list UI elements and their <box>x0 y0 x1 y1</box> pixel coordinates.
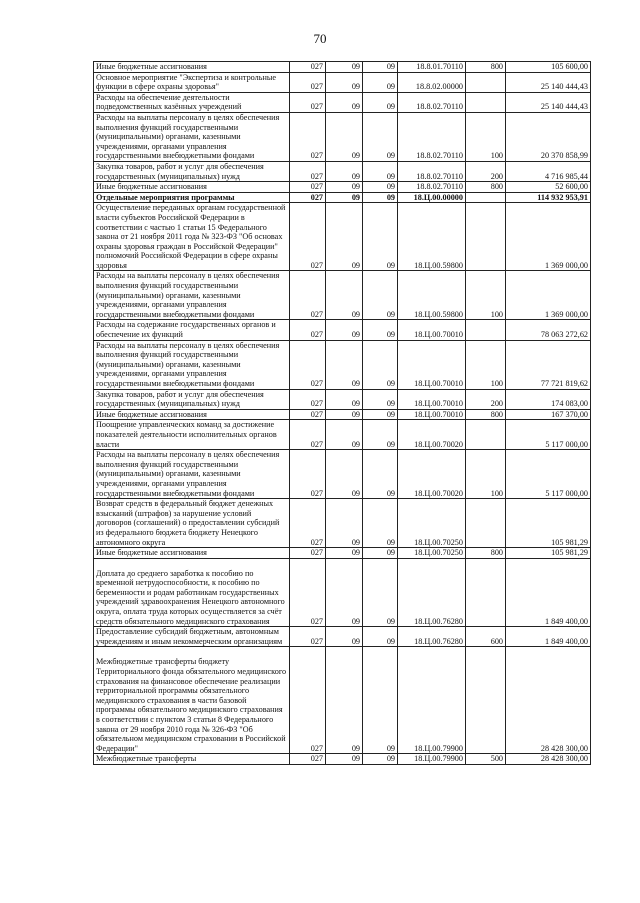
row-gr-cell: 027 <box>290 92 326 112</box>
row-rz-cell: 09 <box>326 548 363 559</box>
row-pr-cell: 09 <box>363 182 398 193</box>
row-pr-cell: 09 <box>363 450 398 499</box>
row-pr-cell: 09 <box>363 420 398 450</box>
row-name-cell: Расходы на выплаты персоналу в целях обеспечения выполнения функций государственными (муниципальными) органами, казенными учреждениями, органами управления государственными внебюджетными фондами <box>94 112 290 161</box>
row-rz-cell: 09 <box>326 161 363 181</box>
row-name-cell: Возврат средств в федеральный бюджет денежных взысканий (штрафов) за нарушение условий договоров (соглашений) о предоставлении субсидий из федерального бюджета бюджету Ненецкого автономного округа <box>94 499 290 548</box>
table-row <box>94 203 591 271</box>
row-rz-cell: 09 <box>326 558 363 627</box>
row-vr-cell: 800 <box>466 62 506 73</box>
table-row <box>94 754 591 765</box>
row-rz-cell: 09 <box>326 112 363 161</box>
row-gr-cell: 027 <box>290 62 326 73</box>
row-pr-cell: 09 <box>363 647 398 754</box>
table-row <box>94 271 591 320</box>
row-vr-cell: 100 <box>466 271 506 320</box>
table-row <box>94 182 591 193</box>
row-gr-cell: 027 <box>290 192 326 203</box>
row-amount-cell: 105 600,00 <box>506 62 591 73</box>
row-rz-cell: 09 <box>326 420 363 450</box>
row-amount-cell: 5 117 000,00 <box>506 420 591 450</box>
table-row <box>94 340 591 389</box>
row-amount-cell: 167 370,00 <box>506 409 591 420</box>
table-row <box>94 558 591 627</box>
row-pr-cell: 09 <box>363 340 398 389</box>
row-vr-cell: 800 <box>466 409 506 420</box>
row-gr-cell: 027 <box>290 320 326 340</box>
row-amount-cell: 1 849 400,00 <box>506 558 591 627</box>
row-code-cell: 18.8.02.70110 <box>398 92 466 112</box>
row-gr-cell: 027 <box>290 112 326 161</box>
row-name-cell: Закупка товаров, работ и услуг для обеспечения государственных (муниципальных) нужд <box>94 389 290 409</box>
row-rz-cell: 09 <box>326 271 363 320</box>
budget-table <box>93 61 591 765</box>
row-amount-cell: 77 721 819,62 <box>506 340 591 389</box>
row-name-cell: Расходы на обеспечение деятельности подведомственных казённых учреждений <box>94 92 290 112</box>
row-gr-cell: 027 <box>290 558 326 627</box>
table-row <box>94 647 591 754</box>
row-code-cell: 18.Ц.00.70020 <box>398 450 466 499</box>
row-rz-cell: 09 <box>326 320 363 340</box>
row-amount-cell: 20 370 858,99 <box>506 112 591 161</box>
row-pr-cell: 09 <box>363 112 398 161</box>
row-amount-cell: 5 117 000,00 <box>506 450 591 499</box>
row-code-cell: 18.8.02.70110 <box>398 182 466 193</box>
row-amount-cell: 28 428 300,00 <box>506 647 591 754</box>
row-name-cell: Межбюджетные трансферты бюджету Территориального фонда обязательного медицинского страхования на финансовое обеспечение реализации территориальной программы обязательного медицинского страхования в части базовой программы обязательного медицинского страхования в соответствии с пунктом 3 статьи 8 Федерального закона от 29 ноября 2010 года № 326-ФЗ "Об обязательном медицинском страховании в Российской Федерации" <box>94 647 290 754</box>
row-amount-cell: 52 600,00 <box>506 182 591 193</box>
row-pr-cell: 09 <box>363 320 398 340</box>
row-name-cell: Расходы на выплаты персоналу в целях обеспечения выполнения функций государственными (муниципальными) органами, казенными учреждениями, органами управления государственными внебюджетными фондами <box>94 271 290 320</box>
table-row <box>94 112 591 161</box>
page-number: 70 <box>313 31 327 46</box>
row-vr-cell: 100 <box>466 450 506 499</box>
row-gr-cell: 027 <box>290 271 326 320</box>
row-pr-cell: 09 <box>363 92 398 112</box>
row-rz-cell: 09 <box>326 92 363 112</box>
row-name-cell: Межбюджетные трансферты <box>94 754 290 765</box>
row-amount-cell: 1 369 000,00 <box>506 271 591 320</box>
table-row <box>94 548 591 559</box>
row-amount-cell: 1 849 400,00 <box>506 627 591 647</box>
row-rz-cell: 09 <box>326 203 363 271</box>
row-code-cell: 18.Ц.00.79900 <box>398 754 466 765</box>
row-code-cell: 18.Ц.00.70010 <box>398 320 466 340</box>
row-name-cell: Осуществление переданных органам государственной власти субъектов Российской Федерации в соответствии с частью 1 статьи 15 Федерального закона от 21 ноября 2011 года № 323-ФЗ "Об основах охраны здоровья граждан в Российской Федерации" полномочий Российской Федерации в сфере охраны здоровья <box>94 203 290 271</box>
row-code-cell: 18.Ц.00.70010 <box>398 340 466 389</box>
row-gr-cell: 027 <box>290 627 326 647</box>
row-vr-cell <box>466 92 506 112</box>
row-vr-cell: 100 <box>466 112 506 161</box>
row-gr-cell: 027 <box>290 389 326 409</box>
row-code-cell: 18.Ц.00.79900 <box>398 647 466 754</box>
row-vr-cell <box>466 647 506 754</box>
row-vr-cell: 800 <box>466 182 506 193</box>
row-pr-cell: 09 <box>363 161 398 181</box>
row-amount-cell: 25 140 444,43 <box>506 72 591 92</box>
table-row <box>94 62 591 73</box>
row-code-cell: 18.Ц.00.70020 <box>398 420 466 450</box>
table-row <box>94 161 591 181</box>
row-vr-cell: 800 <box>466 548 506 559</box>
row-code-cell: 18.8.02.70110 <box>398 161 466 181</box>
row-pr-cell: 09 <box>363 271 398 320</box>
row-pr-cell: 09 <box>363 192 398 203</box>
row-name-cell: Поощрение управленческих команд за достижение показателей деятельности исполнительных органов власти <box>94 420 290 450</box>
row-vr-cell <box>466 320 506 340</box>
row-vr-cell <box>466 499 506 548</box>
row-amount-cell: 28 428 300,00 <box>506 754 591 765</box>
row-vr-cell <box>466 558 506 627</box>
row-vr-cell <box>466 192 506 203</box>
row-code-cell: 18.Ц.00.76280 <box>398 558 466 627</box>
row-gr-cell: 027 <box>290 647 326 754</box>
row-code-cell: 18.8.02.00000 <box>398 72 466 92</box>
row-rz-cell: 09 <box>326 627 363 647</box>
row-vr-cell: 200 <box>466 389 506 409</box>
table-row <box>94 389 591 409</box>
row-code-cell: 18.8.02.70110 <box>398 112 466 161</box>
row-pr-cell: 09 <box>363 754 398 765</box>
row-name-cell: Расходы на выплаты персоналу в целях обеспечения выполнения функций государственными (муниципальными) органами, казенными учреждениями, органами управления государственными внебюджетными фондами <box>94 340 290 389</box>
row-rz-cell: 09 <box>326 62 363 73</box>
table-row <box>94 320 591 340</box>
row-name-cell: Иные бюджетные ассигнования <box>94 182 290 193</box>
row-name-cell: Иные бюджетные ассигнования <box>94 62 290 73</box>
row-amount-cell: 105 981,29 <box>506 548 591 559</box>
row-pr-cell: 09 <box>363 627 398 647</box>
row-gr-cell: 027 <box>290 548 326 559</box>
row-name-cell: Отдельные мероприятия программы <box>94 192 290 203</box>
row-vr-cell <box>466 72 506 92</box>
row-gr-cell: 027 <box>290 754 326 765</box>
row-pr-cell: 09 <box>363 72 398 92</box>
row-gr-cell: 027 <box>290 450 326 499</box>
row-gr-cell: 027 <box>290 499 326 548</box>
row-vr-cell: 200 <box>466 161 506 181</box>
row-gr-cell: 027 <box>290 72 326 92</box>
row-gr-cell: 027 <box>290 203 326 271</box>
table-row <box>94 192 591 203</box>
row-amount-cell: 114 932 953,91 <box>506 192 591 203</box>
row-gr-cell: 027 <box>290 409 326 420</box>
table-row <box>94 627 591 647</box>
row-amount-cell: 174 083,00 <box>506 389 591 409</box>
row-code-cell: 18.8.01.70110 <box>398 62 466 73</box>
row-amount-cell: 78 063 272,62 <box>506 320 591 340</box>
row-rz-cell: 09 <box>326 72 363 92</box>
row-gr-cell: 027 <box>290 182 326 193</box>
row-code-cell: 18.Ц.00.76280 <box>398 627 466 647</box>
row-code-cell: 18.Ц.00.59800 <box>398 271 466 320</box>
row-vr-cell <box>466 203 506 271</box>
row-code-cell: 18.Ц.00.70010 <box>398 389 466 409</box>
row-name-cell: Расходы на содержание государственных органов и обеспечение их функций <box>94 320 290 340</box>
row-pr-cell: 09 <box>363 62 398 73</box>
row-rz-cell: 09 <box>326 192 363 203</box>
row-name-cell: Иные бюджетные ассигнования <box>94 409 290 420</box>
table-row <box>94 72 591 92</box>
table-row <box>94 92 591 112</box>
row-rz-cell: 09 <box>326 340 363 389</box>
row-vr-cell: 500 <box>466 754 506 765</box>
row-amount-cell: 1 369 000,00 <box>506 203 591 271</box>
row-rz-cell: 09 <box>326 450 363 499</box>
row-code-cell: 18.Ц.00.00000 <box>398 192 466 203</box>
row-name-cell: Доплата до среднего заработка к пособию по временной нетрудоспособности, к пособию по беременности и родам работникам государственных учреждений здравоохранения Ненецкого автономного округа, оплата труда которых осуществляется за счёт средств обязательного медицинского страхования <box>94 558 290 627</box>
row-rz-cell: 09 <box>326 499 363 548</box>
row-amount-cell: 25 140 444,43 <box>506 92 591 112</box>
row-rz-cell: 09 <box>326 647 363 754</box>
row-name-cell: Иные бюджетные ассигнования <box>94 548 290 559</box>
row-code-cell: 18.Ц.00.70010 <box>398 409 466 420</box>
row-code-cell: 18.Ц.00.70250 <box>398 499 466 548</box>
row-rz-cell: 09 <box>326 389 363 409</box>
row-gr-cell: 027 <box>290 420 326 450</box>
table-row <box>94 450 591 499</box>
table-row <box>94 499 591 548</box>
row-name-cell: Закупка товаров, работ и услуг для обеспечения государственных (муниципальных) нужд <box>94 161 290 181</box>
row-code-cell: 18.Ц.00.70250 <box>398 548 466 559</box>
row-name-cell: Предоставление субсидий бюджетным, автономным учреждениям и иным некоммерческим организациям <box>94 627 290 647</box>
row-gr-cell: 027 <box>290 161 326 181</box>
row-pr-cell: 09 <box>363 499 398 548</box>
row-vr-cell: 600 <box>466 627 506 647</box>
row-rz-cell: 09 <box>326 182 363 193</box>
budget-table-body <box>94 62 591 765</box>
row-amount-cell: 105 981,29 <box>506 499 591 548</box>
row-pr-cell: 09 <box>363 558 398 627</box>
row-pr-cell: 09 <box>363 409 398 420</box>
table-row <box>94 409 591 420</box>
row-pr-cell: 09 <box>363 389 398 409</box>
row-rz-cell: 09 <box>326 409 363 420</box>
row-pr-cell: 09 <box>363 548 398 559</box>
row-vr-cell: 100 <box>466 340 506 389</box>
row-vr-cell <box>466 420 506 450</box>
row-rz-cell: 09 <box>326 754 363 765</box>
row-gr-cell: 027 <box>290 340 326 389</box>
row-code-cell: 18.Ц.00.59800 <box>398 203 466 271</box>
row-name-cell: Расходы на выплаты персоналу в целях обеспечения выполнения функций государственными (муниципальными) органами, казенными учреждениями, органами управления государственными внебюджетными фондами <box>94 450 290 499</box>
row-pr-cell: 09 <box>363 203 398 271</box>
row-amount-cell: 4 716 985,44 <box>506 161 591 181</box>
row-name-cell: Основное мероприятие "Экспертиза и контрольные функции в сфере охраны здоровья" <box>94 72 290 92</box>
table-row <box>94 420 591 450</box>
